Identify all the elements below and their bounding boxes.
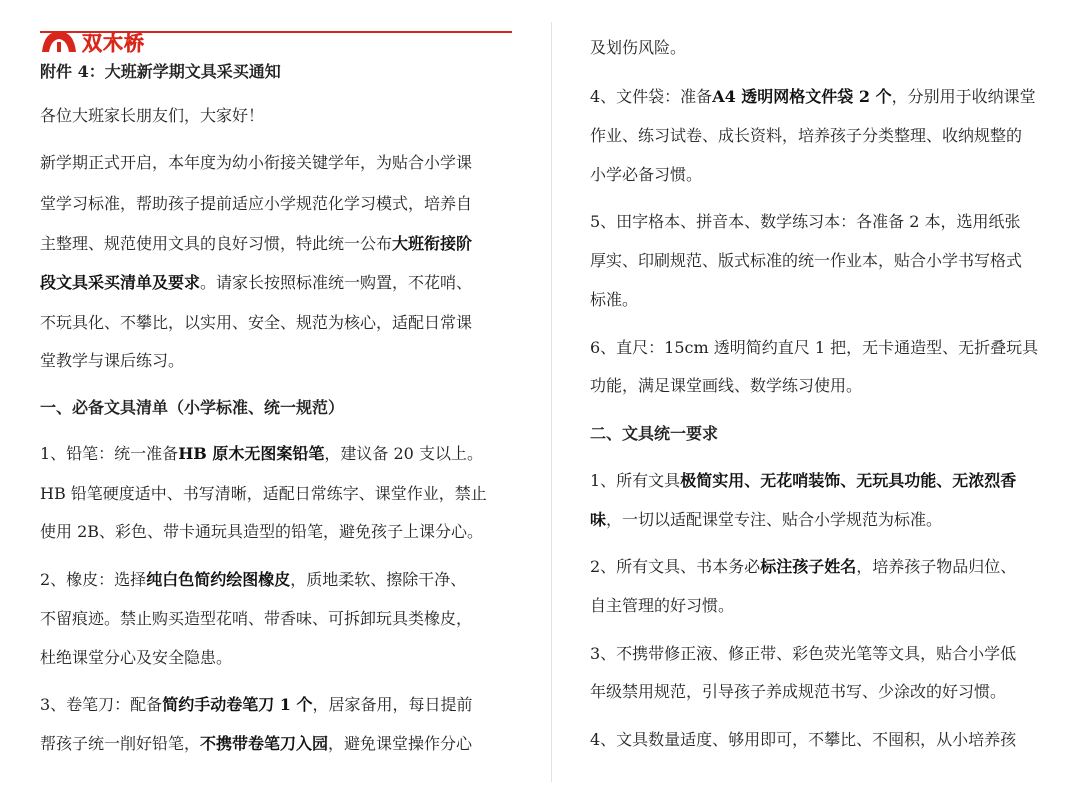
greeting: 各位大班家长朋友们，大家好！ bbox=[40, 106, 265, 125]
document-title: 附件 4：大班新学期文具采买通知 bbox=[40, 62, 281, 81]
list-item: 帮孩子统一削好铅笔，不携带卷笔刀入园，避免课堂操作分心 bbox=[40, 734, 473, 753]
intro-line: 段文具采买清单及要求。请家长按照标准统一购置，不花哨、 bbox=[40, 273, 473, 292]
list-item: 2、所有文具、书本务必标注孩子姓名，培养孩子物品归位、 bbox=[590, 557, 1017, 576]
list-item: 使用 2B、彩色、带卡通玩具造型的铅笔，避免孩子上课分心。 bbox=[40, 522, 484, 541]
list-item: 厚实、印刷规范、版式标准的统一作业本，贴合小学书写格式 bbox=[590, 251, 1023, 270]
list-item: 4、文件袋：准备A4 透明网格文件袋 2 个，分别用于收纳课堂 bbox=[590, 87, 1036, 106]
intro-line: 堂学习标准，帮助孩子提前适应小学规范化学习模式，培养自 bbox=[40, 194, 473, 213]
brand-logo bbox=[40, 28, 180, 54]
logo-text: 双木桥 bbox=[82, 30, 145, 55]
list-item: 3、卷笔刀：配备简约手动卷笔刀 1 个，居家备用，每日提前 bbox=[40, 695, 473, 714]
list-item: 味，一切以适配课堂专注、贴合小学规范为标准。 bbox=[590, 510, 943, 529]
list-item: 2、橡皮：选择纯白色简约绘图橡皮，质地柔软、擦除干净、 bbox=[40, 570, 467, 589]
section-heading: 一、必备文具清单（小学标准、统一规范） bbox=[40, 398, 345, 417]
intro-line: 新学期正式开启，本年度为幼小衔接关键学年，为贴合小学课 bbox=[40, 153, 473, 172]
column-divider bbox=[551, 22, 552, 782]
list-item: 1、铅笔：统一准备HB 原木无图案铅笔，建议备 20 支以上。 bbox=[40, 444, 483, 463]
list-item: HB 铅笔硬度适中、书写清晰，适配日常练字、课堂作业，禁止 bbox=[40, 484, 487, 503]
section-heading: 二、文具统一要求 bbox=[590, 424, 719, 443]
intro-line: 主整理、规范使用文具的良好习惯，特此统一公布大班衔接阶 bbox=[40, 234, 473, 253]
list-item: 作业、练习试卷、成长资料，培养孩子分类整理、收纳规整的 bbox=[590, 126, 1023, 145]
list-item: 6、直尺：15cm 透明简约直尺 1 把，无卡通造型、无折叠玩具 bbox=[590, 338, 1039, 357]
intro-line: 堂教学与课后练习。 bbox=[40, 351, 185, 370]
list-item: 年级禁用规范，引导孩子养成规范书写、少涂改的好习惯。 bbox=[590, 682, 1007, 701]
list-item: 功能，满足课堂画线、数学练习使用。 bbox=[590, 376, 863, 395]
list-item: 杜绝课堂分心及安全隐患。 bbox=[40, 648, 233, 667]
intro-line: 不玩具化、不攀比，以实用、安全、规范为核心，适配日常课 bbox=[40, 313, 473, 332]
list-item: 不留痕迹。禁止购买造型花哨、带香味、可拆卸玩具类橡皮， bbox=[40, 609, 473, 628]
list-item: 3、不携带修正液、修正带、彩色荧光笔等文具，贴合小学低 bbox=[590, 644, 1017, 663]
list-item: 4、文具数量适度、够用即可，不攀比、不囤积，从小培养孩 bbox=[590, 730, 1017, 749]
continued-text: 及划伤风险。 bbox=[590, 38, 687, 57]
logo-emblem-icon bbox=[40, 28, 78, 54]
list-item: 小学必备习惯。 bbox=[590, 165, 703, 184]
list-item: 自主管理的好习惯。 bbox=[590, 596, 735, 615]
list-item: 标准。 bbox=[590, 290, 639, 309]
list-item: 1、所有文具极简实用、无花哨装饰、无玩具功能、无浓烈香 bbox=[590, 471, 1017, 490]
list-item: 5、田字格本、拼音本、数学练习本：各准备 2 本，选用纸张 bbox=[590, 212, 1021, 231]
